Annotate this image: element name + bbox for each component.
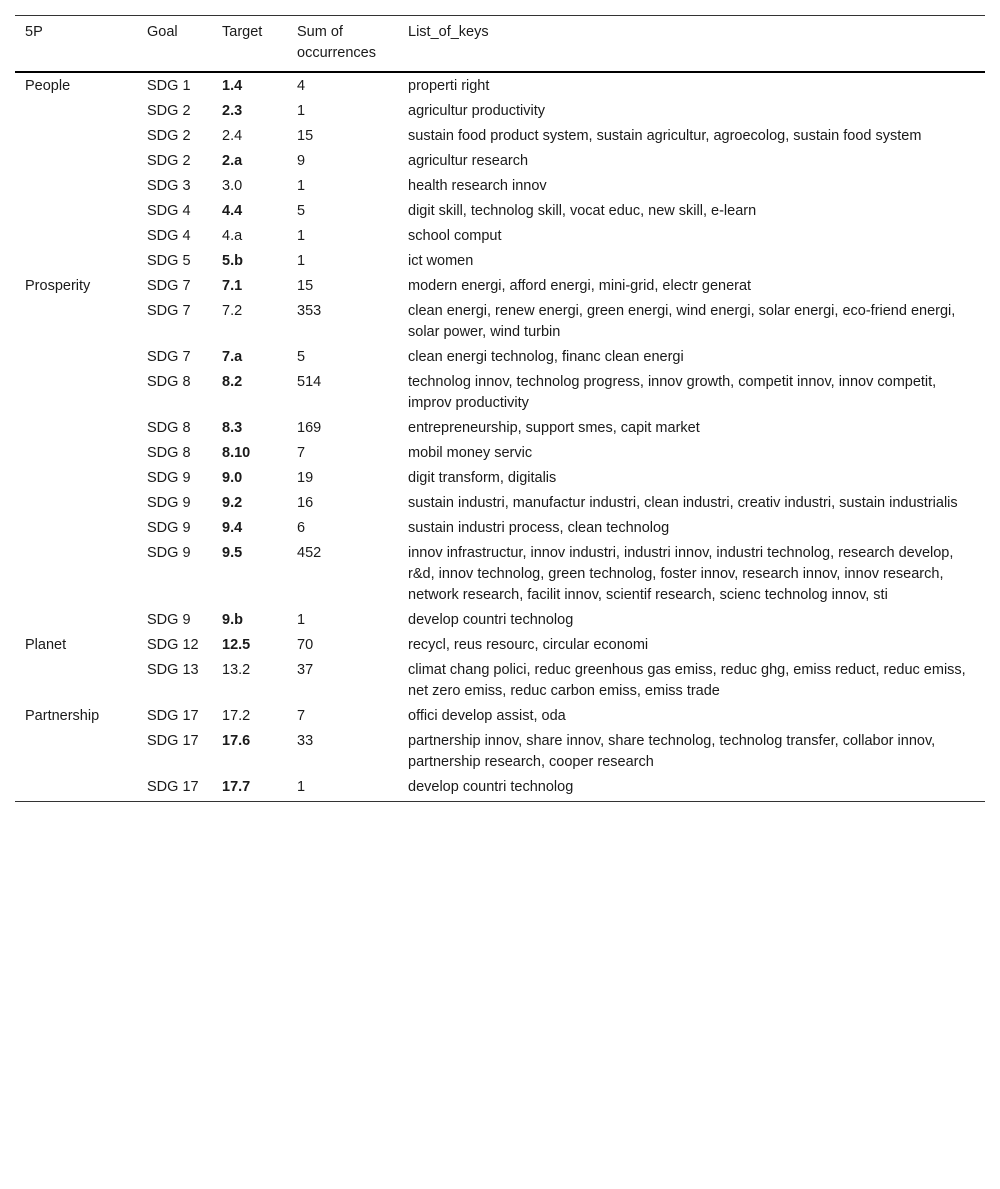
table-row — [15, 515, 985, 540]
header-sum-of-occurrences: Sum of occurrences — [287, 16, 398, 73]
cell-keys: entrepreneurship, support smes, capit market — [408, 420, 700, 436]
cell-target: 2.4 — [222, 128, 243, 144]
cell-5p: Prosperity — [25, 278, 91, 294]
cell-5p — [15, 607, 137, 632]
cell-5p: Partnership — [25, 708, 100, 724]
cell-goal: SDG 7 — [147, 303, 191, 319]
cell-keys: digit skill, technolog skill, vocat educ, new skill, e-learn — [408, 203, 757, 219]
cell-sum: 353 — [297, 303, 322, 319]
cell-target: 8.10 — [222, 445, 251, 461]
cell-goal: SDG 4 — [147, 203, 191, 219]
cell-keys: offici develop assist, oda — [408, 708, 566, 724]
cell-sum: 514 — [297, 374, 322, 390]
cell-keys: ict women — [408, 253, 474, 269]
cell-sum: 1 — [297, 612, 306, 628]
cell-target: 7.1 — [222, 278, 243, 294]
table-row — [15, 198, 985, 223]
table-row — [15, 607, 985, 632]
cell-sum: 19 — [297, 470, 314, 486]
cell-goal: SDG 8 — [147, 420, 191, 436]
cell-keys: agricultur productivity — [408, 103, 545, 119]
cell-5p — [15, 298, 137, 344]
cell-sum: 1 — [297, 228, 306, 244]
cell-goal: SDG 1 — [147, 78, 191, 94]
cell-goal: SDG 13 — [147, 662, 199, 678]
cell-keys: sustain industri process, clean technolog — [408, 520, 670, 536]
cell-target: 7.a — [222, 349, 243, 365]
cell-keys: sustain industri, manufactur industri, clean industri, creativ industri, sustain industrialis — [408, 495, 958, 511]
cell-goal: SDG 17 — [147, 708, 199, 724]
cell-sum: 7 — [297, 708, 306, 724]
cell-target: 5.b — [222, 253, 243, 269]
cell-sum: 5 — [297, 203, 306, 219]
cell-sum: 1 — [297, 253, 306, 269]
cell-keys: mobil money servic — [408, 445, 533, 461]
cell-keys: partnership innov, share innov, share technolog, technolog transfer, collabor innov, partnership research, cooper research — [408, 733, 936, 770]
table-row — [15, 248, 985, 273]
table-row — [15, 490, 985, 515]
cell-5p — [15, 515, 137, 540]
cell-goal: SDG 9 — [147, 545, 191, 561]
table-row — [15, 173, 985, 198]
cell-keys: agricultur research — [408, 153, 529, 169]
cell-sum: 1 — [297, 178, 306, 194]
cell-keys: develop countri technolog — [398, 774, 985, 802]
table-row — [15, 273, 985, 298]
table-row — [15, 298, 985, 344]
cell-sum: 452 — [297, 545, 322, 561]
cell-target: 7.2 — [222, 303, 243, 319]
cell-goal: SDG 2 — [147, 128, 191, 144]
cell-5p — [15, 657, 137, 703]
cell-goal: SDG 5 — [147, 253, 191, 269]
cell-sum: 7 — [297, 445, 306, 461]
table-row — [15, 344, 985, 369]
cell-target: 4.a — [222, 228, 243, 244]
cell-target: 2.3 — [222, 103, 243, 119]
cell-5p — [15, 415, 137, 440]
cell-goal: SDG 9 — [147, 470, 191, 486]
cell-goal: SDG 3 — [147, 178, 191, 194]
cell-5p — [15, 98, 137, 123]
sdg-keys-table — [15, 15, 985, 802]
cell-target: 8.2 — [222, 374, 243, 390]
cell-target: 12.5 — [222, 637, 251, 653]
cell-goal: SDG 17 — [147, 733, 199, 749]
cell-5p — [15, 540, 137, 607]
cell-5p — [15, 248, 137, 273]
cell-keys: recycl, reus resourc, circular economi — [408, 637, 649, 653]
cell-sum: 4 — [297, 78, 306, 94]
cell-sum: 33 — [297, 733, 314, 749]
cell-goal: SDG 7 — [147, 349, 191, 365]
cell-keys: climat chang polici, reduc greenhous gas emiss, reduc ghg, emiss reduct, reduc emiss, net zero emiss, reduc carbon emiss, emiss trade — [408, 662, 966, 699]
header-5p: 5P — [15, 16, 137, 73]
cell-5p — [15, 728, 137, 774]
cell-sum: 15 — [297, 128, 314, 144]
table-row — [15, 657, 985, 703]
cell-sum: 5 — [297, 349, 306, 365]
header-target: Target — [212, 16, 287, 73]
cell-goal: SDG 8 — [147, 374, 191, 390]
cell-target: 17.7 — [212, 774, 287, 802]
cell-5p — [15, 369, 137, 415]
cell-keys: technolog innov, technolog progress, innov growth, competit innov, innov competit, improv productivity — [408, 374, 937, 411]
table-header — [15, 16, 985, 73]
cell-target: 9.4 — [222, 520, 243, 536]
cell-target: 9.b — [222, 612, 243, 628]
cell-sum: 37 — [297, 662, 314, 678]
cell-target: 2.a — [222, 153, 243, 169]
cell-5p — [15, 173, 137, 198]
cell-keys: innov infrastructur, innov industri, industri innov, industri technolog, research develop, r&d, innov technolog, green technolog, foster innov, research innov, innov research, network research, facilit innov, scientif research, scienc technolog innov, sti — [408, 545, 954, 603]
table-body — [15, 72, 985, 802]
cell-goal: SDG 7 — [147, 278, 191, 294]
cell-5p — [15, 440, 137, 465]
cell-sum: 1 — [297, 103, 306, 119]
cell-target: 1.4 — [222, 78, 243, 94]
cell-keys: school comput — [408, 228, 502, 244]
cell-sum: 70 — [297, 637, 314, 653]
cell-target: 13.2 — [222, 662, 251, 678]
cell-sum: 1 — [287, 774, 398, 802]
cell-5p: People — [25, 78, 71, 94]
cell-target: 9.5 — [222, 545, 243, 561]
cell-5p — [15, 198, 137, 223]
table-row — [15, 369, 985, 415]
cell-5p — [15, 774, 137, 802]
cell-5p — [15, 123, 137, 148]
table-row — [15, 703, 985, 728]
cell-target: 17.2 — [222, 708, 251, 724]
cell-keys: modern energi, afford energi, mini-grid, electr generat — [408, 278, 752, 294]
cell-target: 9.0 — [222, 470, 243, 486]
table-row — [15, 98, 985, 123]
table-row — [15, 72, 985, 98]
table-row — [15, 774, 985, 802]
table-row — [15, 632, 985, 657]
table-row — [15, 223, 985, 248]
cell-goal: SDG 9 — [147, 612, 191, 628]
cell-sum: 15 — [297, 278, 314, 294]
cell-target: 17.6 — [222, 733, 251, 749]
cell-target: 9.2 — [222, 495, 243, 511]
cell-5p — [15, 148, 137, 173]
cell-5p — [15, 465, 137, 490]
cell-5p — [15, 344, 137, 369]
cell-goal: SDG 4 — [147, 228, 191, 244]
cell-5p — [15, 223, 137, 248]
cell-goal: SDG 12 — [147, 637, 199, 653]
cell-sum: 6 — [297, 520, 306, 536]
cell-sum: 9 — [297, 153, 306, 169]
cell-goal: SDG 2 — [147, 153, 191, 169]
cell-5p: Planet — [25, 637, 67, 653]
cell-target: 4.4 — [222, 203, 243, 219]
cell-5p — [15, 490, 137, 515]
table-row — [15, 465, 985, 490]
header-goal: Goal — [137, 16, 212, 73]
cell-target: 8.3 — [222, 420, 243, 436]
table-row — [15, 540, 985, 607]
cell-goal: SDG 2 — [147, 103, 191, 119]
cell-sum: 16 — [297, 495, 314, 511]
table-row — [15, 148, 985, 173]
table-row — [15, 440, 985, 465]
cell-keys: properti right — [408, 78, 490, 94]
cell-goal: SDG 8 — [147, 445, 191, 461]
cell-keys: clean energi technolog, financ clean energi — [408, 349, 684, 365]
cell-keys: clean energi, renew energi, green energi, wind energi, solar energi, eco-friend energi, solar power, wind turbin — [408, 303, 956, 340]
cell-target: 3.0 — [222, 178, 243, 194]
header-row — [15, 16, 985, 73]
table-row — [15, 415, 985, 440]
cell-keys: health research innov — [408, 178, 547, 194]
table-row — [15, 123, 985, 148]
header-list-of-keys: List_of_keys — [398, 16, 985, 73]
cell-keys: develop countri technolog — [408, 612, 574, 628]
cell-goal: SDG 17 — [137, 774, 212, 802]
cell-keys: digit transform, digitalis — [408, 470, 557, 486]
cell-sum: 169 — [297, 420, 322, 436]
cell-keys: sustain food product system, sustain agricultur, agroecolog, sustain food system — [408, 128, 922, 144]
table-row — [15, 728, 985, 774]
cell-goal: SDG 9 — [147, 495, 191, 511]
cell-goal: SDG 9 — [147, 520, 191, 536]
